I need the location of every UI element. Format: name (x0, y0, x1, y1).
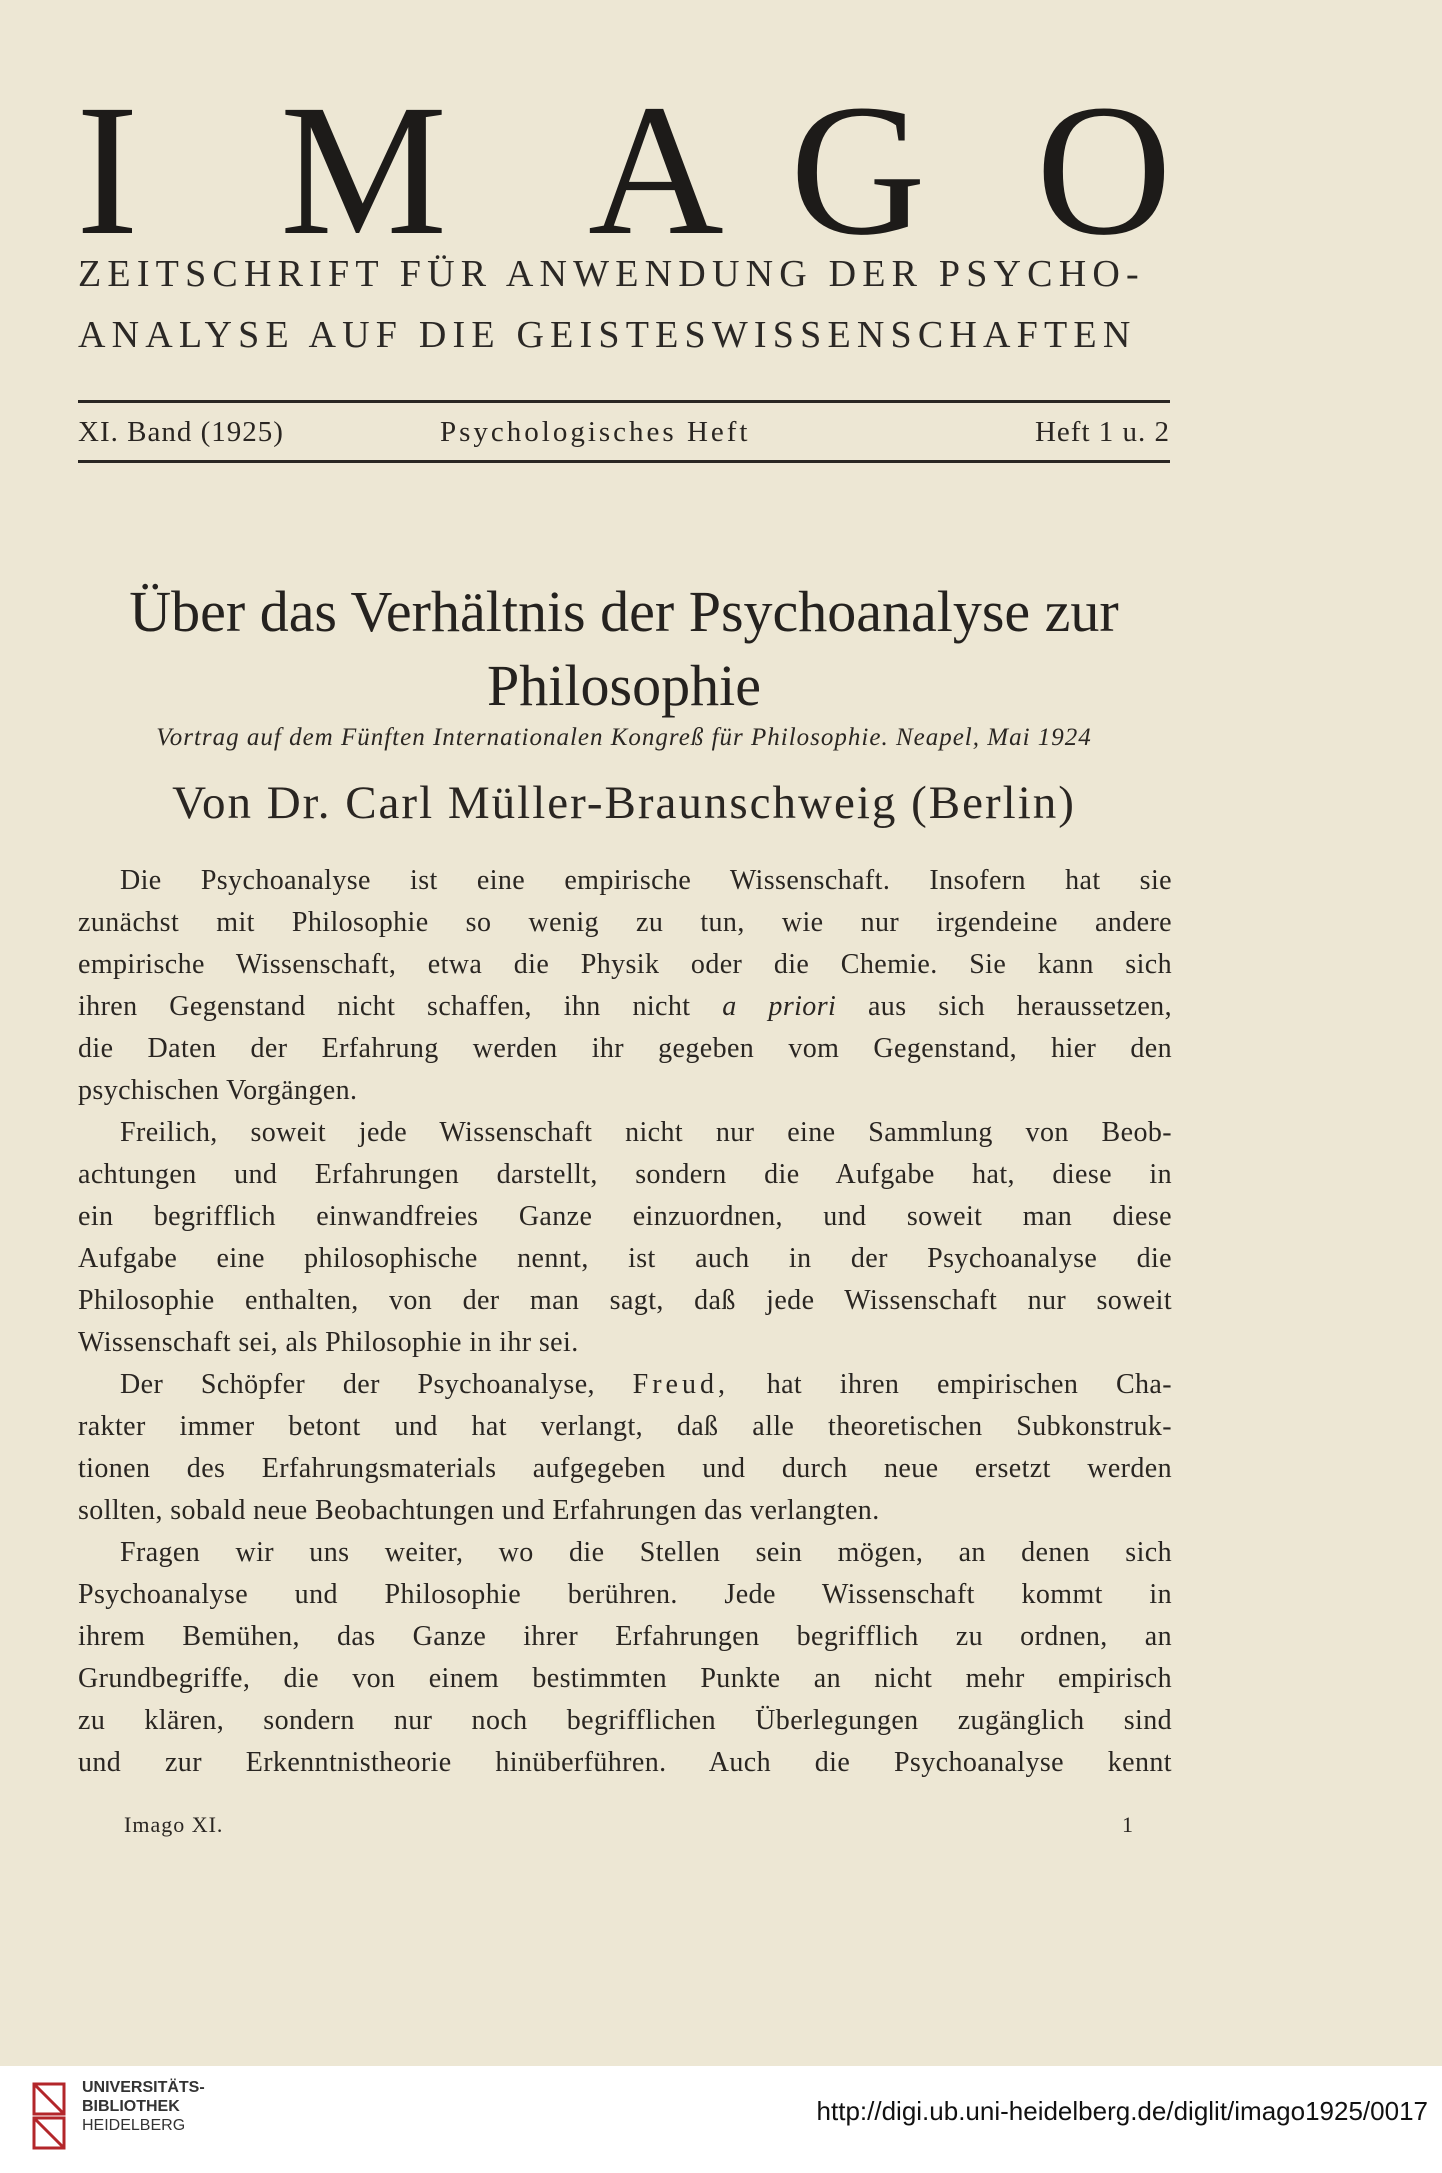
title-letter: I (76, 65, 139, 274)
text-line: Die Psychoanalyse ist eine empirische Wissenschaft. Insofern hat sie (120, 865, 1172, 896)
top-rule (78, 400, 1170, 403)
lecture-note: Vortrag auf dem Fünften Internationalen Kongreß für Philosophie. Neapel, Mai 1924 (156, 724, 1092, 751)
italic-phrase: a priori (722, 991, 837, 1022)
text-line: Der Schöpfer der Psychoanalyse, Freud, hat ihren empirischen Cha- (120, 1369, 1172, 1400)
footer-signature: Imago XI. (124, 1812, 224, 1837)
text-line: tionen des Erfahrungsmaterials aufgegeben und durch neue ersetzt werden (78, 1453, 1172, 1484)
library-name: UNIVERSITÄTS- BIBLIOTHEK HEIDELBERG (82, 2079, 205, 2134)
text-line: rakter immer betont und hat verlangt, daß alle theoretischen Subkonstruk- (78, 1411, 1172, 1442)
text-line: ihren Gegenstand nicht schaffen, ihn nicht a priori aus sich heraussetzen, (78, 991, 1172, 1022)
text-line: Wissenschaft sei, als Philosophie in ihr sei. (78, 1327, 579, 1358)
permalink-url[interactable]: http://digi.ub.uni-heidelberg.de/diglit/imago1925/0017 (816, 2096, 1428, 2126)
page-number: 1 (1122, 1812, 1134, 1837)
spaced-name: Freud, (632, 1369, 729, 1400)
title-letter: G (790, 65, 926, 274)
text-line: achtungen und Erfahrungen darstellt, sondern die Aufgabe hat, diese in (78, 1159, 1172, 1190)
text-line: Freilich, soweit jede Wissenschaft nicht nur eine Sammlung von Beob- (120, 1117, 1172, 1148)
text-line: zu klären, sondern nur noch begrifflichen Überlegungen zugänglich sind (78, 1705, 1172, 1736)
article-title-line1: Über das Verhältnis der Psychoanalyse zur (129, 579, 1119, 644)
page-footer (124, 1812, 1134, 1838)
text-line: ihrem Bemühen, das Ganze ihrer Erfahrungen begrifflich zu ordnen, an (78, 1621, 1172, 1652)
title-letter: O (1036, 65, 1172, 274)
text-line: zunächst mit Philosophie so wenig zu tun, wie nur irgendeine andere (78, 907, 1172, 938)
library-logo-icon (30, 2068, 72, 2168)
section-label: Psychologisches Heft (440, 416, 751, 448)
text-line: Fragen wir uns weiter, wo die Stellen sein mögen, an denen sich (120, 1537, 1172, 1568)
issue-number: Heft 1 u. 2 (1034, 416, 1170, 448)
journal-subtitle-line1: ZEITSCHRIFT FÜR ANWENDUNG DER PSYCHO- (78, 253, 1145, 295)
title-letter: M (280, 65, 448, 274)
issue-info (78, 412, 1170, 452)
article-body (78, 860, 1172, 1784)
text-line: empirische Wissenschaft, etwa die Physik oder die Chemie. Sie kann sich (78, 949, 1172, 980)
volume-label: XI. Band (1925) (78, 416, 284, 448)
text-line: Aufgabe eine philosophische nennt, ist auch in der Psychoanalyse die (78, 1243, 1172, 1274)
title-letter: A (588, 65, 724, 274)
text-line: ein begrifflich einwandfreies Ganze einzuordnen, und soweit man diese (78, 1201, 1172, 1232)
article-title-line2: Philosophie (487, 653, 761, 718)
library-bar (0, 2066, 1442, 2173)
text-line: Psychoanalyse und Philosophie berühren. Jede Wissenschaft kommt in (78, 1579, 1172, 1610)
journal-subtitle-line2: ANALYSE AUF DIE GEISTESWISSENSCHAFTEN (78, 314, 1137, 356)
text-line: Philosophie enthalten, von der man sagt, daß jede Wissenschaft nur soweit (78, 1285, 1172, 1316)
text-line: Grundbegriffe, die von einem bestimmten Punkte an nicht mehr empirisch (78, 1663, 1172, 1694)
text-line: und zur Erkenntnistheorie hinüberführen. Auch die Psychoanalyse kennt (78, 1747, 1172, 1778)
text-line: sollten, sobald neue Beobachtungen und Erfahrungen das verlangten. (78, 1495, 880, 1526)
text-line: psychischen Vorgängen. (78, 1075, 358, 1106)
text-line: die Daten der Erfahrung werden ihr gegeben vom Gegenstand, hier den (78, 1033, 1172, 1064)
author-line: Von Dr. Carl Müller-Braunschweig (Berlin) (172, 777, 1076, 829)
bottom-rule (78, 460, 1170, 463)
